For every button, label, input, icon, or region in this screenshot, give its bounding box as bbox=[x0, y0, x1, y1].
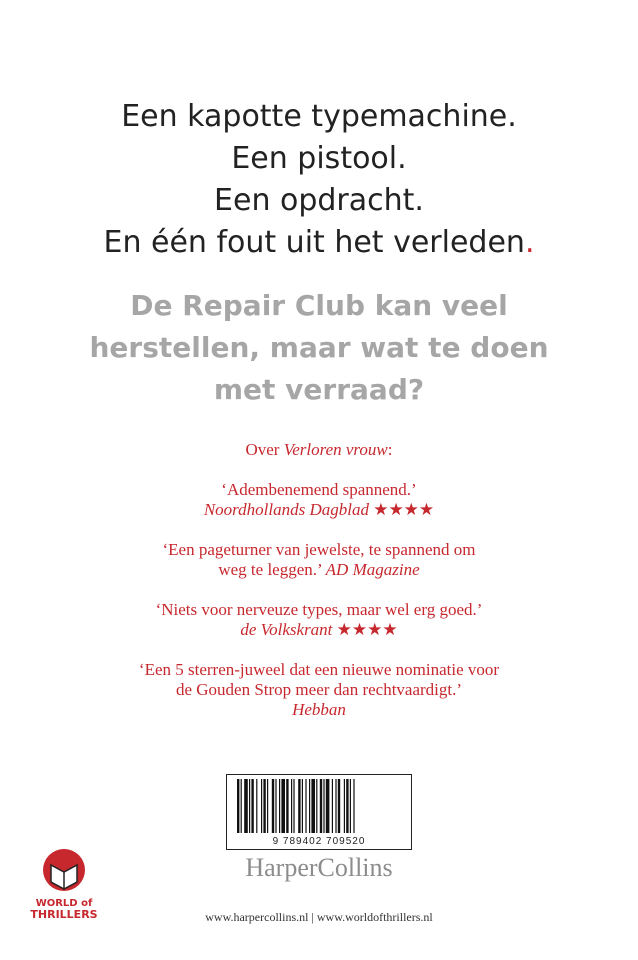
review-quote: ‘Een pageturner van jewelste, te spannend om bbox=[162, 540, 476, 559]
review-source: Hebban bbox=[292, 700, 346, 719]
barcode-bar bbox=[350, 779, 351, 833]
logo-text: WORLD of bbox=[35, 898, 93, 909]
logo-text: THRILLERS bbox=[30, 908, 98, 921]
reviews-intro: Over Verloren vrouw: bbox=[245, 440, 393, 459]
barcode-bar bbox=[323, 779, 324, 833]
barcode-bar bbox=[286, 779, 288, 833]
tagline-line: Een kapotte typemachine. bbox=[121, 99, 517, 134]
review-quote: ‘Niets voor nerveuze types, maar wel erg goed.’ bbox=[155, 600, 483, 619]
barcode-bar bbox=[251, 779, 253, 833]
book-title: Verloren vrouw bbox=[283, 440, 388, 459]
publisher-urls: www.harpercollins.nl | www.worldofthrillers.nl bbox=[205, 910, 433, 924]
teaser-line: De Repair Club kan veel bbox=[130, 289, 508, 322]
barcode-bar bbox=[249, 779, 250, 833]
barcode-bar bbox=[320, 779, 322, 833]
review-source: de Volkskrant bbox=[240, 620, 333, 639]
barcode-bar bbox=[237, 779, 239, 833]
barcode-bar bbox=[353, 779, 354, 833]
tagline bbox=[0, 96, 638, 264]
barcode-bar bbox=[272, 779, 274, 833]
review-quote: weg te leggen.’ bbox=[218, 560, 322, 579]
barcode-bar bbox=[338, 779, 340, 833]
tagline-line: Een opdracht. bbox=[214, 183, 424, 218]
teaser bbox=[0, 285, 638, 411]
tagline-line: Een pistool. bbox=[231, 141, 407, 176]
barcode-bar bbox=[263, 779, 265, 833]
rating-stars: ★★★★ bbox=[373, 500, 435, 519]
review-item bbox=[0, 660, 638, 720]
teaser-line: herstellen, maar wat te doen bbox=[89, 331, 549, 364]
barcode-bar bbox=[309, 779, 310, 833]
barcode-bar bbox=[293, 779, 294, 833]
barcode-bar bbox=[279, 779, 280, 833]
review-item bbox=[0, 540, 638, 580]
review-item bbox=[0, 600, 638, 640]
isbn: 9 789402 709520 bbox=[272, 836, 366, 847]
barcode-bar bbox=[332, 779, 333, 833]
publisher-name: HarperCollins bbox=[245, 853, 393, 882]
barcode-bar bbox=[326, 779, 330, 833]
review-source: AD Magazine bbox=[325, 560, 420, 579]
review-source: Noordhollands Dagblad bbox=[203, 500, 369, 519]
barcode-bar bbox=[298, 779, 300, 833]
red-dot: . bbox=[524, 225, 535, 260]
barcode-bar bbox=[344, 779, 345, 833]
rating-stars: ★★★★ bbox=[336, 620, 398, 639]
barcode-bar bbox=[311, 779, 315, 833]
review-item bbox=[0, 480, 638, 520]
review-quote: ‘Een 5 sterren-juweel dat een nieuwe nominatie voor bbox=[138, 660, 500, 679]
barcode-bar bbox=[241, 779, 242, 833]
review-quote: ‘Adembenemend spannend.’ bbox=[221, 480, 417, 499]
reviews bbox=[0, 440, 638, 740]
barcode-bar bbox=[244, 779, 248, 833]
barcode-bar bbox=[267, 779, 268, 833]
teaser-line: met verraad? bbox=[213, 373, 425, 406]
barcode-bar bbox=[302, 779, 303, 833]
tagline-line: En één fout uit het verleden. bbox=[103, 225, 535, 260]
barcode-bar bbox=[335, 779, 336, 833]
review-quote: de Gouden Strop meer dan rechtvaardigt.’ bbox=[175, 680, 463, 699]
barcode-bar bbox=[275, 779, 276, 833]
barcode-bar bbox=[256, 779, 257, 833]
barcode-bar bbox=[291, 779, 292, 833]
barcode-bar bbox=[261, 779, 262, 833]
barcode-bar bbox=[346, 779, 348, 833]
barcode-bars bbox=[227, 775, 411, 837]
barcode-bar bbox=[305, 779, 306, 833]
barcode-bar bbox=[316, 779, 317, 833]
barcode-bar bbox=[281, 779, 285, 833]
